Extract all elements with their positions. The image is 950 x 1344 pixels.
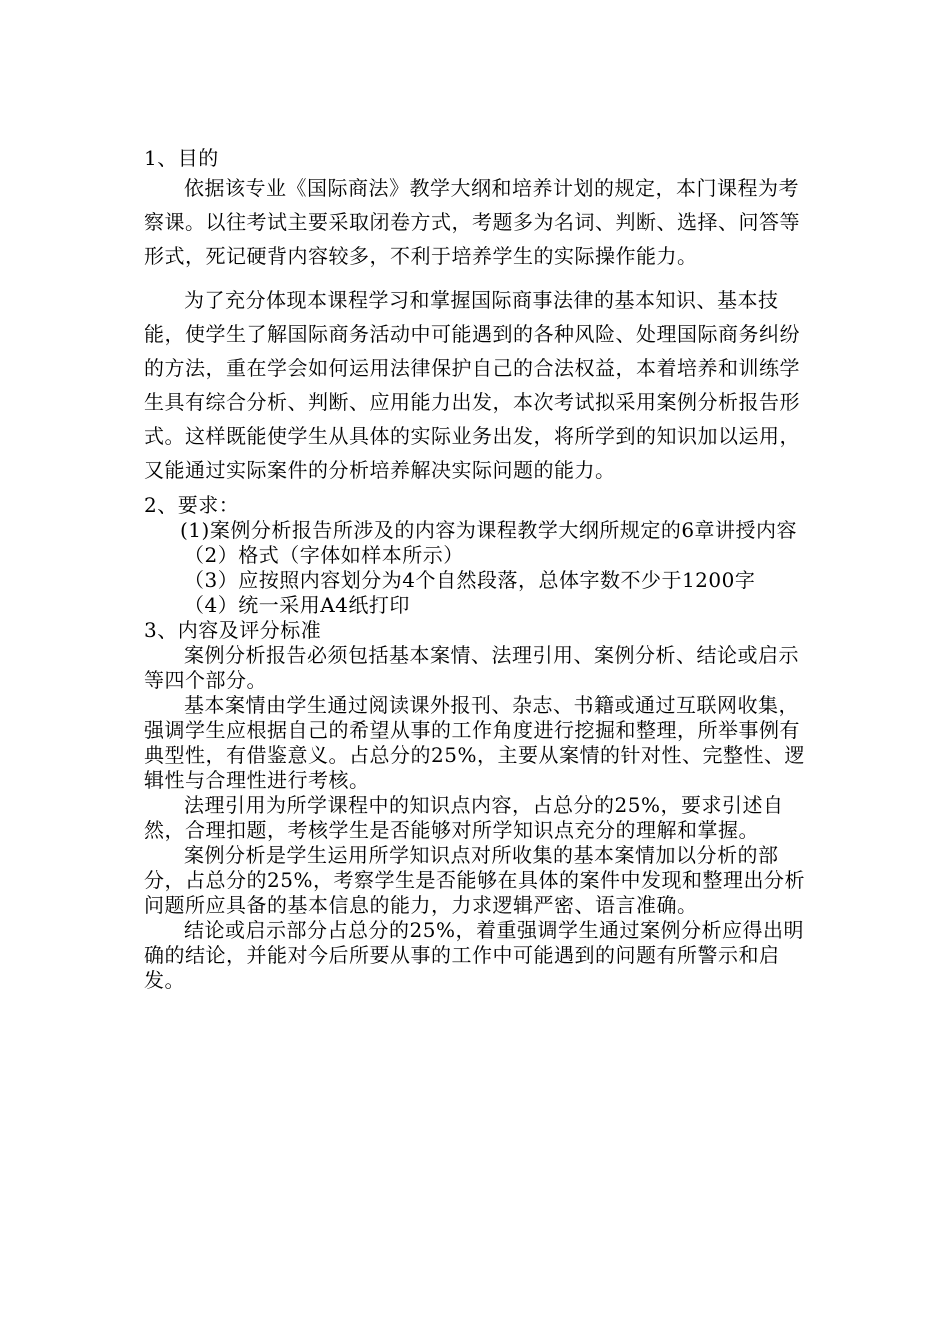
document-body bbox=[144, 146, 814, 993]
section-1-paragraph: 为了充分体现本课程学习和掌握国际商事法律的基本知识、基本技能，使学生了解国际商务活动中可能遇到的各种风险、处理国际商务纠纷的方法，重在学会如何运用法律保护自己的合法权益，本着培养和训练学生具有综合分析、判断、应用能力出发，本次考试拟采用案例分析报告形式。这样既能使学生从具体的实际业务出发，将所学到的知识加以运用，又能通过实际案件的分析培养解决实际问题的能力。 bbox=[144, 288, 800, 482]
section-3-paragraph: 结论或启示部分占总分的25%，着重强调学生通过案例分析应得出明确的结论，并能对今后所要从事的工作中可能遇到的问题有所警示和启发。 bbox=[144, 918, 804, 992]
section-2-heading: 2、要求： bbox=[144, 493, 240, 517]
section-3-paragraph: 基本案情由学生通过阅读课外报刊、杂志、书籍或通过互联网收集，强调学生应根据自己的希望从事的工作角度进行挖掘和整理，所举事例有典型性，有借鉴意义。占总分的25%，主要从案情的针对性、完整性、逻辑性与合理性进行考核。 bbox=[144, 693, 805, 792]
section-3-heading: 3、内容及评分标准 bbox=[144, 618, 322, 642]
requirement-item: （2）格式（字体如样本所示） bbox=[184, 543, 464, 567]
requirement-item: （3）应按照内容划分为4个自然段落，总体字数不少于1200字 bbox=[184, 568, 756, 592]
section-1-paragraph: 依据该专业《国际商法》教学大纲和培养计划的规定，本门课程为考察课。以往考试主要采取闭卷方式，考题多为名词、判断、选择、问答等形式，死记硬背内容较多，不利于培养学生的实际操作能力。 bbox=[144, 176, 800, 268]
section-3-paragraph: 法理引用为所学课程中的知识点内容，占总分的25%，要求引述自然，合理扣题，考核学生是否能够对所学知识点充分的理解和掌握。 bbox=[144, 793, 784, 842]
requirement-item: (1)案例分析报告所涉及的内容为课程教学大纲所规定的6章讲授内容 bbox=[180, 518, 798, 542]
section-3-paragraph: 案例分析报告必须包括基本案情、法理引用、案例分析、结论或启示等四个部分。 bbox=[144, 643, 799, 692]
requirement-item: （4）统一采用A4纸打印 bbox=[184, 593, 410, 617]
section-1-heading: 1、目的 bbox=[144, 146, 219, 170]
section-3-paragraph: 案例分析是学生运用所学知识点对所收集的基本案情加以分析的部分，占总分的25%，考察学生是否能够在具体的案件中发现和整理出分析问题所应具备的基本信息的能力，力求逻辑严密、语言准确。 bbox=[144, 843, 805, 917]
